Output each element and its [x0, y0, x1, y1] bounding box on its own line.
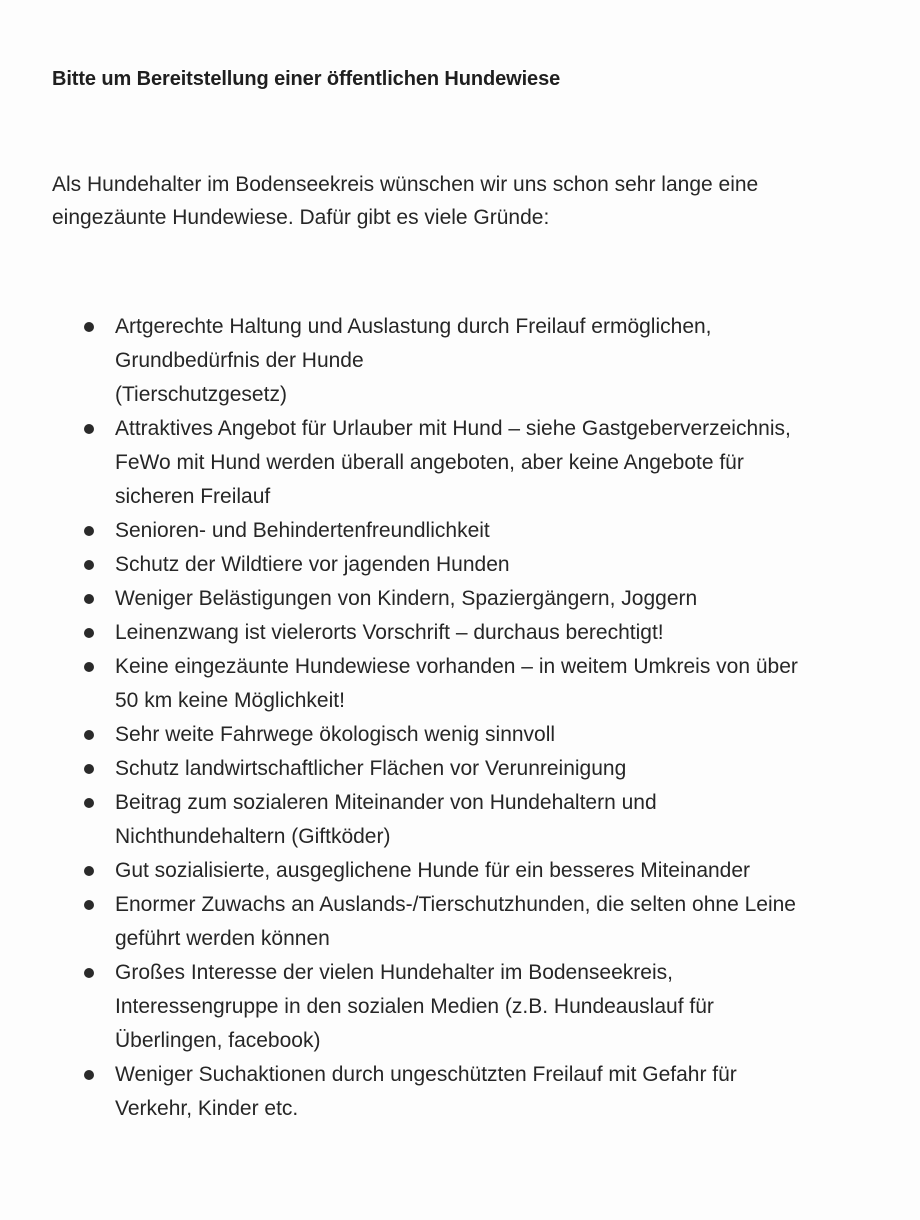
reason-line: Schutz landwirtschaftlicher Flächen vor Verunreinigung: [115, 757, 627, 780]
bullet-icon: [84, 628, 94, 638]
reason-line: Sehr weite Fahrwege ökologisch wenig sinnvoll: [115, 723, 556, 746]
reasons-list: [0, 310, 900, 1126]
reason-line: Grundbedürfnis der Hunde: [115, 349, 364, 372]
reason-line: Keine eingezäunte Hundewiese vorhanden – in weitem Umkreis von über: [115, 655, 798, 678]
reason-item: [0, 650, 900, 718]
reason-line: 50 km keine Möglichkeit!: [115, 689, 345, 712]
reason-line: Gut sozialisierte, ausgeglichene Hunde für ein besseres Miteinander: [115, 859, 751, 882]
reason-item: [0, 616, 900, 650]
reason-line: Senioren- und Behindertenfreundlichkeit: [115, 519, 490, 542]
reason-item: [0, 854, 900, 888]
reason-item: [0, 412, 900, 514]
reason-item: [0, 514, 900, 548]
reason-item: [0, 752, 900, 786]
reason-line: sicheren Freilauf: [115, 485, 271, 508]
bullet-icon: [84, 526, 94, 536]
reason-line: Schutz der Wildtiere vor jagenden Hunden: [115, 553, 510, 576]
reason-line: Interessengruppe in den sozialen Medien (z.B. Hundeauslauf für: [115, 995, 714, 1018]
reason-line: FeWo mit Hund werden überall angeboten, aber keine Angebote für: [115, 451, 744, 474]
reason-line: geführt werden können: [115, 927, 330, 950]
reason-line: Weniger Belästigungen von Kindern, Spaziergängern, Joggern: [115, 587, 698, 610]
reason-line: Großes Interesse der vielen Hundehalter im Bodenseekreis,: [115, 961, 673, 984]
reason-item: [0, 1058, 900, 1126]
bullet-icon: [84, 730, 94, 740]
reason-item: [0, 888, 900, 956]
bullet-icon: [84, 1070, 94, 1080]
bullet-icon: [84, 662, 94, 672]
reason-line: (Tierschutzgesetz): [115, 383, 287, 406]
reason-item: [0, 548, 900, 582]
reason-line: Attraktives Angebot für Urlauber mit Hund – siehe Gastgeberverzeichnis,: [115, 417, 791, 440]
bullet-icon: [84, 764, 94, 774]
bullet-icon: [84, 560, 94, 570]
intro-line: eingezäunte Hundewiese. Dafür gibt es viele Gründe:: [52, 206, 550, 229]
intro-paragraph: [52, 168, 872, 234]
bullet-icon: [84, 900, 94, 910]
reason-line: Artgerechte Haltung und Auslastung durch Freilauf ermöglichen,: [115, 315, 712, 338]
reason-line: Verkehr, Kinder etc.: [115, 1097, 299, 1120]
reason-line: Nichthundehaltern (Giftköder): [115, 825, 391, 848]
reason-line: Leinenzwang ist vielerorts Vorschrift – durchaus berechtigt!: [115, 621, 664, 644]
intro-line: Als Hundehalter im Bodenseekreis wünschen wir uns schon sehr lange eine: [52, 173, 759, 196]
reason-line: Beitrag zum sozialeren Miteinander von Hundehaltern und: [115, 791, 657, 814]
document-title: Bitte um Bereitstellung einer öffentlichen Hundewiese: [52, 68, 561, 90]
reason-line: Enormer Zuwachs an Auslands-/Tierschutzhunden, die selten ohne Leine: [115, 893, 796, 916]
bullet-icon: [84, 798, 94, 808]
bullet-icon: [84, 594, 94, 604]
reason-line: Weniger Suchaktionen durch ungeschützten Freilauf mit Gefahr für: [115, 1063, 737, 1086]
bullet-icon: [84, 322, 94, 332]
reason-line: Überlingen, facebook): [115, 1029, 321, 1052]
reason-item: [0, 310, 900, 412]
reason-item: [0, 956, 900, 1058]
bullet-icon: [84, 424, 94, 434]
reason-item: [0, 786, 900, 854]
bullet-icon: [84, 866, 94, 876]
bullet-icon: [84, 968, 94, 978]
reason-item: [0, 718, 900, 752]
reason-item: [0, 582, 900, 616]
